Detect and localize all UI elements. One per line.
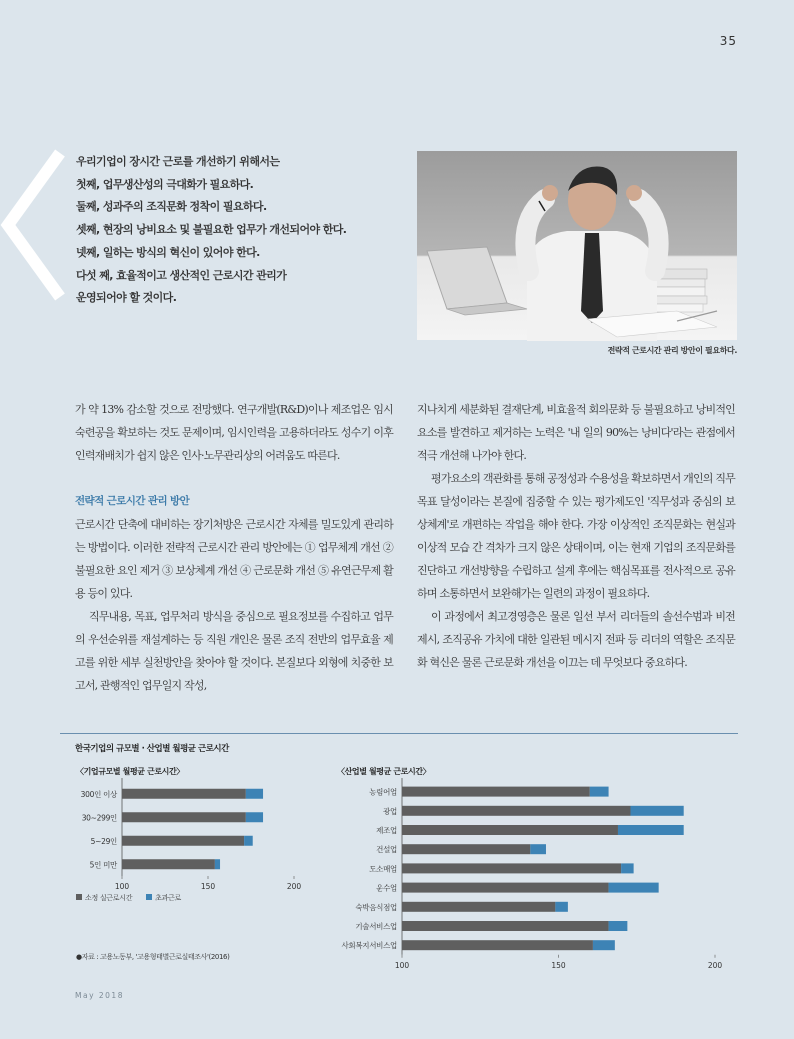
body-paragraph: 평가요소의 객관화를 통해 공정성과 수용성을 확보하면서 개인의 직무목표 달성이라는 본질에 집중할 수 있는 평가제도인 '직무성과 중심의 보상체계'로 개편하는 작업을 해야 한다. 가장 이상적인 조직문화는 현실과 이상적 모습 간 격차가 크지 않은 상태이며, 이는 현재 기업의 조직문화를 진단하고 개선방향을 수립하고 설계 후에는 핵심목표를 전사적으로 공유하며 소통하면서 보완해가는 일련의 과정이 필요하다. [417, 472, 735, 600]
right-column [417, 398, 735, 674]
category-label: 사회복지서비스업 [341, 941, 397, 951]
x-tick-label: 150 [551, 960, 566, 970]
category-label: 300인 이상 [80, 789, 117, 799]
legend-label: 소정 실근로시간 [85, 894, 133, 902]
legend-item-regular [76, 893, 132, 903]
footer-date: May 2018 [75, 991, 124, 1000]
category-label: 5~29인 [90, 836, 117, 846]
category-label: 도소매업 [369, 864, 397, 874]
bar-overtime [555, 902, 568, 912]
bar-regular [122, 836, 244, 846]
intro-line: 첫째, 업무생산성의 극대화가 필요하다. [76, 177, 254, 191]
category-label: 5인 미만 [89, 860, 117, 870]
body-paragraph: 지나치게 세분화된 결재단계, 비효율적 회의문화 등 불필요하고 낭비적인 요소를 발견하고 제거하는 노력은 '내 일의 90%는 낭비다'라는 관점에서 적극 개선해 나가야 한다. [417, 403, 735, 462]
category-label: 운수업 [376, 883, 397, 893]
chart-title-industry: 〈산업별 월평균 근로시간〉 [337, 767, 431, 776]
bar-overtime [244, 836, 253, 846]
industry-chart [330, 780, 730, 970]
section-divider [60, 733, 738, 734]
source-note: ●자료 : 고용노동부, '고용형태별근로실태조사'(2016) [76, 953, 230, 961]
bar-overtime [593, 940, 615, 950]
x-tick-label: 100 [114, 882, 130, 891]
bar-regular [402, 825, 618, 835]
x-tick-label: 200 [286, 882, 302, 891]
company-size-chart [72, 780, 302, 905]
body-paragraph: 근로시간 단축에 대비하는 장기처방은 근로시간 자체를 밀도있게 관리하는 방법이다. 이러한 전략적 근로시간 관리 방안에는 ① 업무체계 개선 ② 불필요한 요인 제거 ③ 보상체계 개선 ④ 근로문화 개선 ⑤ 유연근무제 활용 등이 있다. [75, 518, 393, 600]
bar-regular [402, 863, 621, 873]
bar-overtime [609, 883, 659, 893]
bar-regular [122, 789, 246, 799]
category-label: 제조업 [376, 826, 397, 835]
category-label: 건설업 [376, 845, 397, 855]
intro-summary [76, 151, 386, 310]
page-number: 35 [719, 34, 737, 48]
chevron-left-icon [0, 150, 70, 300]
bar-overtime [609, 921, 628, 931]
bar-regular [402, 940, 593, 950]
x-tick-label: 150 [200, 882, 216, 891]
x-tick-label: 100 [394, 960, 410, 970]
bar-overtime [215, 859, 220, 869]
legend-item-overtime [146, 893, 181, 903]
chart-title-company-size: 〈기업규모별 월평균 근로시간〉 [76, 767, 184, 776]
bar-regular [402, 844, 530, 854]
category-label: 30~299인 [81, 813, 117, 823]
chart-section-title: 한국기업의 규모별 · 산업별 월평균 근로시간 [75, 744, 229, 754]
body-paragraph: 직무내용, 목표, 업무처리 방식을 중심으로 필요정보를 수집하고 업무의 우선순위를 재설계하는 등 직원 개인은 물론 조직 전반의 업무효율 제고를 위한 세부 실천방안을 찾아야 할 것이다. 본질보다 외형에 치중한 보고서, 관행적인 업무일지 작성, [75, 610, 393, 692]
intro-line: 다섯 째, 효율적이고 생산적인 근로시간 관리가 [76, 268, 287, 282]
intro-line: 셋째, 현장의 낭비요소 및 불필요한 업무가 개선되어야 한다. [76, 223, 347, 237]
bar-overtime [246, 789, 263, 799]
bar-overtime [618, 825, 684, 835]
office-worker-photo [417, 151, 737, 340]
bar-overtime [590, 787, 609, 797]
intro-line: 둘째, 성과주의 조직문화 정착이 필요하다. [76, 200, 267, 214]
chart-legend [76, 893, 193, 903]
legend-swatch-regular [76, 894, 82, 900]
bar-regular [402, 883, 609, 893]
bar-regular [402, 921, 609, 931]
category-label: 광업 [383, 806, 397, 816]
bar-overtime [621, 863, 634, 873]
category-label: 농림어업 [369, 787, 397, 797]
legend-label: 초과근로 [155, 894, 181, 902]
body-paragraph: 가 약 13% 감소할 것으로 전망했다. 연구개발(R&D)이나 제조업은 임시 숙련공을 확보하는 것도 문제이며, 임시인력을 고용하더라도 성수기 이후 인력재배치가 쉽지 않은 인사·노무관리상의 어려움도 따른다. [75, 403, 393, 462]
category-label: 숙박음식점업 [355, 902, 397, 912]
bar-overtime [530, 844, 546, 854]
bar-regular [402, 902, 555, 912]
bar-regular [402, 787, 590, 797]
intro-line: 넷째, 일하는 방식의 혁신이 있어야 한다. [76, 245, 260, 259]
bar-regular [402, 806, 630, 816]
section-heading: 전략적 근로시간 관리 방안 [75, 495, 190, 507]
legend-swatch-overtime [146, 894, 152, 900]
bar-regular [122, 812, 246, 822]
bar-overtime [246, 812, 263, 822]
intro-line: 운영되어야 할 것이다. [76, 291, 177, 305]
category-label: 기술서비스업 [355, 922, 397, 931]
bar-overtime [630, 806, 683, 816]
body-paragraph: 이 과정에서 최고경영층은 물론 일선 부서 리더들의 솔선수범과 비전제시, 조직공유 가치에 대한 일관된 메시지 전파 등 리더의 역할은 조직문화 혁신은 물론 근로문화 개선을 이끄는 데 무엇보다 중요하다. [417, 610, 735, 669]
photo-caption: 전략적 근로시간 관리 방안이 필요하다. [607, 346, 737, 355]
left-column [75, 398, 393, 697]
bar-regular [122, 859, 215, 869]
x-tick-label: 200 [707, 960, 723, 970]
intro-line: 우리기업이 장시간 근로를 개선하기 위해서는 [76, 155, 280, 168]
